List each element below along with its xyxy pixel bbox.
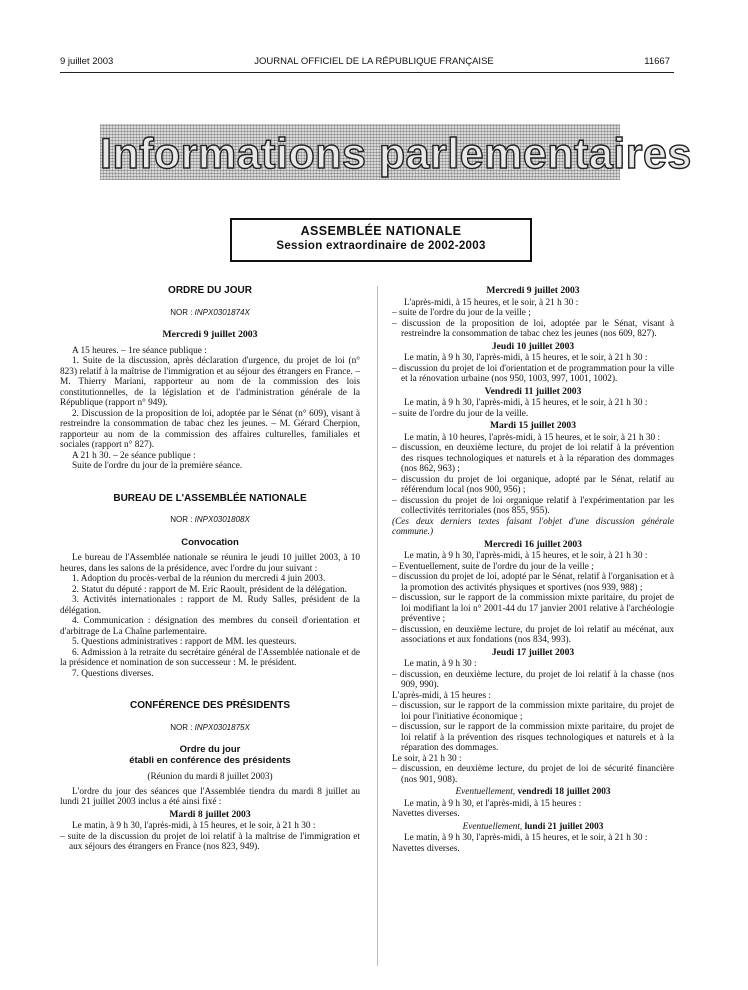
bureau-item: 5. Questions administratives : rapport de MM. les questeurs.: [72, 637, 297, 647]
day-times: Le matin, à 9 h 30, l'après-midi, à 15 heures, et le soir, à 21 h 30 :: [404, 551, 648, 561]
conference-nor-code: INPX0301875X: [194, 722, 250, 732]
header-journal-title: JOURNAL OFFICIEL DE LA RÉPUBLIQUE FRANÇAISE: [254, 56, 494, 67]
left-column: [60, 286, 360, 853]
bureau-item: 4. Communication : désignation des membres du conseil d'orientation et d'arbitrage de La Chaîne parlementaire.: [60, 616, 360, 637]
agenda-item: – discussion du projet de loi, adopté par le Sénat, relatif à l'organisation et à la promotion des activités physiques et sportives (nos 939, 988) ;: [392, 572, 674, 593]
agenda-list: [392, 701, 674, 754]
agenda-list: [392, 562, 674, 646]
agenda-item: – suite de l'ordre du jour de la veille ;: [392, 308, 674, 319]
agenda-item: – suite de l'ordre du jour de la veille.: [392, 409, 674, 420]
day-title: Vendredi 11 juillet 2003: [484, 385, 582, 397]
assembly-name: ASSEMBLÉE NATIONALE: [300, 224, 462, 238]
day-times: Le matin, à 9 h 30 :: [404, 659, 477, 669]
ordre-paragraph: A 15 heures. – 1re séance publique :: [72, 345, 207, 356]
agenda-list: [60, 832, 360, 853]
day-times: Le matin, à 9 h 30, l'après-midi, à 15 heures, et le soir, à 21 h 30 :: [404, 833, 648, 843]
ordre-paragraph: 2. Discussion de la proposition de loi, adoptée par le Sénat (n° 609), visant à restreindre la consommation de tabac chez les jeunes. – M. Gérard Cherpion, rapporteur au nom de la commission des affaires culturelles, familiales et sociales (rapport n° 827).: [60, 408, 360, 450]
agenda-item: – discussion, sur le rapport de la commission mixte paritaire, du projet de loi modifiant la loi n° 2001-44 du 17 janvier 2001 relative à l'archéologie préventive ;: [392, 593, 674, 625]
day-title: Mardi 8 juillet 2003: [169, 808, 251, 820]
header-page-number: 11667: [644, 56, 670, 67]
ordre-paragraph: A 21 h 30. – 2e séance publique :: [72, 450, 196, 461]
agenda-list: [392, 409, 674, 420]
day-times: L'après-midi, à 15 heures, et le soir, à 21 h 30 :: [404, 297, 579, 308]
bureau-item: 6. Admission à la retraite du secrétaire général de l'Assemblée nationale et de la présidence et nomination de son successeur : M. le président.: [60, 647, 360, 668]
agenda-item: – discussion du projet de loi d'orientation et de programmation pour la ville et la rénovation urbaine (nos 950, 1003, 997, 1001, 1002).: [392, 364, 674, 385]
bureau-nor-code: INPX0301808X: [194, 515, 250, 524]
bureau-item: 1. Adoption du procès-verbal de la réunion du mercredi 4 juin 2003.: [72, 574, 326, 584]
ordre-day: Mercredi 9 juillet 2003: [162, 329, 258, 340]
agenda-list: [392, 764, 674, 785]
agenda-item: – discussion, en deuxième lecture, du projet de loi relatif à la chasse (nos 909, 990).: [392, 670, 674, 691]
agenda-item: – discussion de la proposition de loi, adoptée par le Sénat, visant à restreindre la consommation de tabac chez les jeunes (nos 609, 827).: [392, 319, 674, 340]
day-title: Mercredi 16 juillet 2003: [484, 538, 582, 550]
bureau-item: 2. Statut du député : rapport de M. Eric Raoult, président de la délégation.: [72, 584, 347, 595]
day-title: Jeudi 17 juillet 2003: [491, 646, 575, 658]
conference-title: CONFÉRENCE DES PRÉSIDENTS: [129, 700, 291, 711]
page-header: [0, 56, 748, 70]
conference-nor: NOR : INPX0301875X: [170, 722, 250, 732]
day-title: Mercredi 9 juillet 2003: [486, 285, 580, 296]
agenda-item: – discussion, en deuxième lecture, du projet de loi de sécurité financière (nos 901, 908).: [392, 764, 674, 785]
day-times: Le matin, à 9 h 30, l'après-midi, à 15 heures, et le soir, à 21 h 30 :: [72, 821, 316, 831]
agenda-note: (Ces deux derniers textes faisant l'objet d'une discussion générale commune.): [392, 516, 674, 537]
agenda-list: [392, 443, 674, 517]
conference-subtitle-2: établi en conférence des présidents: [129, 754, 291, 766]
conference-intro: L'ordre du jour des séances que l'Assemblée tiendra du mardi 8 juillet au lundi 21 juillet 2003 inclus a été ainsi fixé :: [60, 786, 360, 807]
agenda-plain: Navettes diverses.: [392, 809, 460, 819]
conference-subtitle: Ordre du jour: [179, 744, 241, 755]
assembly-box: [230, 218, 532, 262]
day-times: Le matin, à 10 heures, l'après-midi, à 15 heures, et le soir, à 21 h 30 :: [404, 432, 661, 443]
right-column: [392, 286, 674, 854]
banner-title: Informations parlementaires: [100, 130, 692, 178]
conference-reunion: (Réunion du mardi 8 juillet 2003): [147, 772, 273, 782]
ordre-nor: NOR : INPX0301874X: [170, 307, 250, 317]
header-date: 9 juillet 2003: [60, 56, 114, 67]
bureau-item: 3. Activités internationales : rapport de M. Rudy Salles, président de la délégation.: [60, 595, 360, 616]
agenda-list: [392, 670, 674, 691]
bureau-title: BUREAU DE L'ASSEMBLÉE NATIONALE: [113, 492, 307, 504]
ordre-nor-code: INPX0301874X: [194, 307, 250, 317]
assembly-session: Session extraordinaire de 2002-2003: [276, 240, 486, 252]
bureau-nor: NOR : INPX0301808X: [170, 515, 250, 524]
day-title-eventual: Eventuellement, vendredi 18 juillet 2003: [455, 787, 611, 797]
day-times: Le matin, à 9 h 30, et l'après-midi, à 15 heures :: [404, 798, 582, 809]
ordre-paragraph: 1. Suite de la discussion, après déclaration d'urgence, du projet de loi (n° 823) relatif à la maîtrise de l'immigration et au séjour des étrangers en France. – M. Thierry Mariani, rapporteur au nom de la commission des lois constitutionnelles, de la législation et de l'administration générale de la République (rapport n° 949).: [60, 356, 360, 408]
column-divider: [377, 286, 378, 966]
day-title: Jeudi 10 juillet 2003: [491, 340, 575, 352]
day-times: Le soir, à 21 h 30 :: [392, 753, 462, 764]
agenda-item: – suite de la discussion du projet de loi relatif à la maîtrise de l'immigration et aux séjours des étrangers en France (nos 823, 949).: [60, 832, 360, 853]
header-rule: [60, 72, 674, 73]
bureau-item: 7. Questions diverses.: [72, 668, 154, 679]
ordre-paragraph: Suite de l'ordre du jour de la première séance.: [72, 461, 243, 471]
agenda-item: – discussion, sur le rapport de la commission mixte paritaire, du projet de loi pour l'initiative économique ;: [392, 701, 674, 722]
day-times: L'après-midi, à 15 heures :: [392, 690, 492, 701]
day-title: Mardi 15 juillet 2003: [489, 420, 577, 431]
bureau-subtitle: Convocation: [181, 536, 239, 548]
agenda-item: – discussion, en deuxième lecture, du projet de loi relatif à la prévention des risques technologiques et naturels et à la réparation des dommages (nos 862, 963) ;: [392, 443, 674, 475]
agenda-item: – discussion, en deuxième lecture, du projet de loi relatif au mécénat, aux associations et aux fondations (nos 834, 993).: [392, 625, 674, 646]
bureau-intro: Le bureau de l'Assemblée nationale se réunira le jeudi 10 juillet 2003, à 10 heures, dans les salons de la présidence, avec l'ordre du jour suivant :: [60, 553, 360, 574]
ordre-title: ORDRE DU JOUR: [168, 285, 252, 296]
agenda-list: [392, 308, 674, 340]
agenda-item: – discussion du projet de loi organique relatif à l'expérimentation par les collectivités territoriales (nos 855, 955).: [392, 496, 674, 517]
agenda-list: [392, 364, 674, 385]
day-title-eventual: Eventuellement, lundi 21 juillet 2003: [462, 821, 604, 832]
agenda-item: – discussion, sur le rapport de la commission mixte paritaire, du projet de loi relatif à la prévention des risques technologiques et naturels et à la réparation des dommages.: [392, 722, 674, 754]
agenda-item: – discussion du projet de loi organique, adopté par le Sénat, relatif au référendum local (nos 900, 956) ;: [392, 475, 674, 496]
agenda-item: – Eventuellement, suite de l'ordre du jour de la veille ;: [392, 562, 674, 573]
day-times: Le matin, à 9 h 30, l'après-midi, à 15 heures, et le soir, à 21 h 30 :: [404, 353, 648, 363]
section-banner: [100, 124, 692, 180]
agenda-plain: Navettes diverses.: [392, 843, 460, 854]
day-times: Le matin, à 9 h 30, l'après-midi, à 15 heures, et le soir, à 21 h 30 :: [404, 398, 648, 408]
